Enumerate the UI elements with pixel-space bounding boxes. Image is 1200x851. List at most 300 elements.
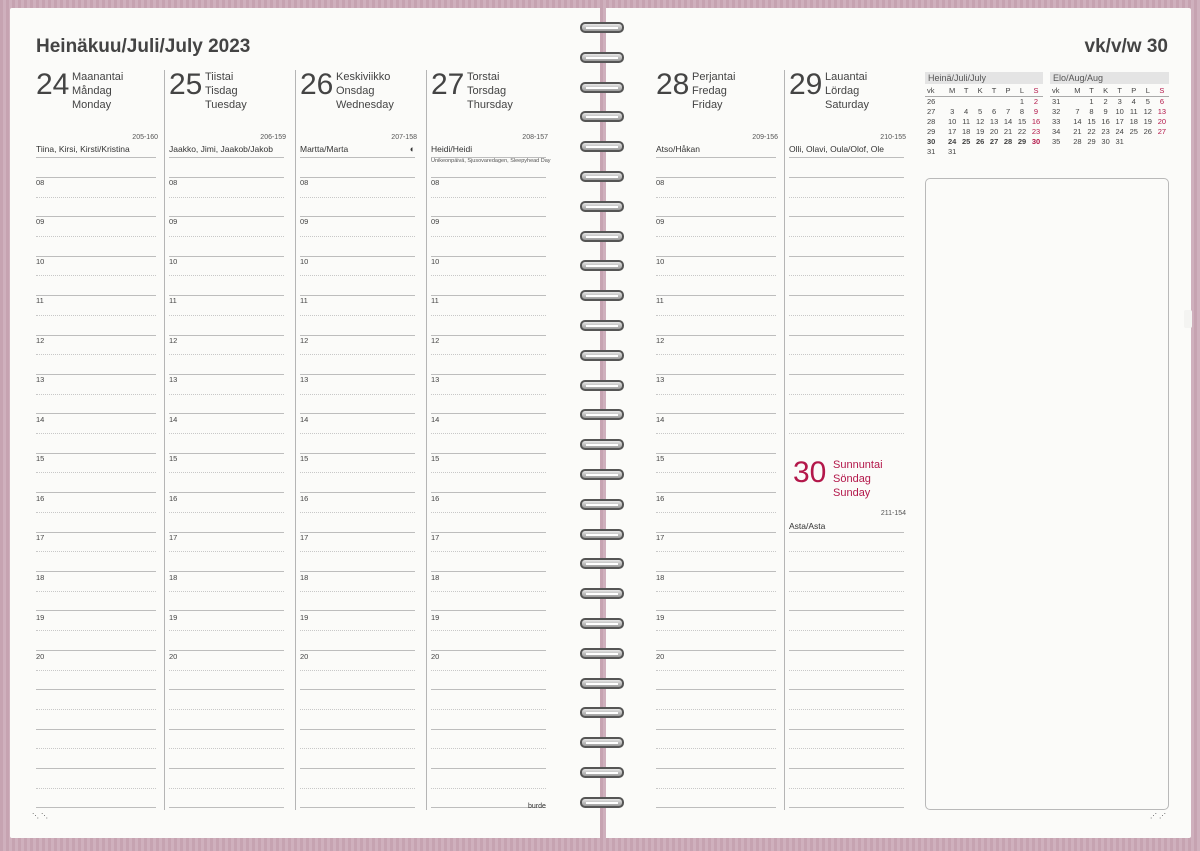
- time-slot-line[interactable]: [431, 433, 546, 434]
- time-slot-line[interactable]: [789, 275, 904, 276]
- ring-wire: [580, 558, 624, 569]
- ring-wire: [580, 797, 624, 808]
- time-slot-line[interactable]: [431, 788, 546, 789]
- mini-calendar-header: M: [945, 86, 959, 97]
- time-slot-line[interactable]: [36, 807, 156, 808]
- time-slot-line[interactable]: [169, 689, 284, 690]
- mini-calendar-next: [1050, 72, 1169, 147]
- time-slot-line[interactable]: [300, 335, 415, 336]
- day-name: Tisdag: [205, 85, 238, 97]
- time-slot-line[interactable]: [169, 610, 284, 611]
- time-slot-line[interactable]: [789, 394, 904, 395]
- hour-label: 18: [431, 573, 440, 582]
- time-slot-line[interactable]: [431, 453, 546, 454]
- time-slot-line[interactable]: [36, 709, 156, 710]
- time-slot-line[interactable]: [36, 216, 156, 217]
- time-slot-line[interactable]: [300, 236, 415, 237]
- time-slot-line[interactable]: [169, 453, 284, 454]
- date-cell: [945, 97, 959, 108]
- time-slot-line[interactable]: [36, 610, 156, 611]
- time-slot-line[interactable]: [36, 394, 156, 395]
- time-slot-line[interactable]: [656, 748, 776, 749]
- date-cell: 11: [962, 117, 971, 126]
- date-cell: 29: [1087, 137, 1096, 146]
- mini-calendar-header: S: [1029, 86, 1043, 97]
- time-slot-line[interactable]: [789, 670, 904, 671]
- spiral-ring: [574, 707, 630, 719]
- time-slot-line[interactable]: [789, 650, 904, 651]
- time-slot-line[interactable]: [431, 315, 546, 316]
- day-name: Maanantai: [72, 71, 124, 83]
- time-slot-line[interactable]: [789, 374, 904, 375]
- namedays: Jaakko, Jimi, Jaakob/Jakob: [169, 144, 273, 154]
- time-slot-line[interactable]: [431, 532, 546, 533]
- hour-label: 09: [169, 217, 178, 226]
- time-slot-line[interactable]: [656, 472, 776, 473]
- time-slot-line[interactable]: [169, 236, 284, 237]
- time-slot-line[interactable]: [656, 354, 776, 355]
- hour-label: 12: [300, 336, 309, 345]
- time-slot-line[interactable]: [169, 197, 284, 198]
- time-slot-line[interactable]: [789, 433, 904, 434]
- time-slot-line[interactable]: [656, 571, 776, 572]
- day-name: Lördag: [825, 85, 860, 97]
- mini-calendar-header: T: [959, 86, 973, 97]
- date-cell: 9: [1103, 107, 1108, 116]
- time-slot-line[interactable]: [431, 768, 546, 769]
- time-slot-line[interactable]: [656, 315, 776, 316]
- time-slot-line[interactable]: [300, 630, 415, 631]
- time-slot-line[interactable]: [656, 630, 776, 631]
- time-slot-line[interactable]: [169, 315, 284, 316]
- time-slot-line[interactable]: [789, 216, 904, 217]
- time-slot-line[interactable]: [431, 650, 546, 651]
- ring-wire: [580, 231, 624, 242]
- day-of-year: 205-160: [132, 134, 158, 141]
- week-number-cell: 29: [927, 127, 936, 136]
- time-slot-line[interactable]: [431, 709, 546, 710]
- date-cell: 24: [1115, 127, 1124, 136]
- time-slot-line[interactable]: [300, 315, 415, 316]
- time-slot-line[interactable]: [36, 768, 156, 769]
- time-slot-line[interactable]: [36, 689, 156, 690]
- time-slot-line[interactable]: [656, 650, 776, 651]
- time-slot-line[interactable]: [300, 177, 415, 178]
- time-slot-line[interactable]: [36, 413, 156, 414]
- hour-label: 16: [300, 494, 309, 503]
- time-slot-line[interactable]: [656, 374, 776, 375]
- time-slot-line[interactable]: [169, 571, 284, 572]
- time-slot-line[interactable]: [789, 335, 904, 336]
- date-cell: 7: [1075, 107, 1080, 116]
- time-slot-line[interactable]: [656, 433, 776, 434]
- notes-area[interactable]: [925, 178, 1169, 810]
- time-slot-line[interactable]: [36, 472, 156, 473]
- time-slot-line[interactable]: [36, 571, 156, 572]
- time-slot-line[interactable]: [300, 453, 415, 454]
- ring-wire: [580, 320, 624, 331]
- time-slot-line[interactable]: [300, 650, 415, 651]
- day-number: 29: [789, 68, 823, 101]
- time-slot-line[interactable]: [656, 236, 776, 237]
- day-names: [692, 70, 735, 112]
- time-slot-line[interactable]: [169, 354, 284, 355]
- time-slot-line[interactable]: [431, 177, 546, 178]
- hour-label: 20: [169, 652, 178, 661]
- hour-label: 17: [36, 533, 45, 542]
- time-slot-line[interactable]: [431, 335, 546, 336]
- hour-label: 10: [656, 257, 665, 266]
- time-slot-line[interactable]: [431, 394, 546, 395]
- time-slot-line[interactable]: [656, 610, 776, 611]
- time-slot-line[interactable]: [789, 295, 904, 296]
- week-number-cell: 28: [927, 117, 936, 126]
- time-slot-line[interactable]: [789, 630, 904, 631]
- time-slot-line[interactable]: [789, 689, 904, 690]
- time-slot-line[interactable]: [300, 197, 415, 198]
- hour-label: 08: [431, 178, 440, 187]
- date-cell: 17: [1115, 117, 1124, 126]
- time-slot-line[interactable]: [169, 650, 284, 651]
- time-slot-line[interactable]: [36, 551, 156, 552]
- time-slot-line[interactable]: [431, 236, 546, 237]
- time-slot-line[interactable]: [656, 532, 776, 533]
- time-slot-line[interactable]: [300, 472, 415, 473]
- time-slot-line[interactable]: [169, 788, 284, 789]
- time-slot-line[interactable]: [656, 768, 776, 769]
- day-name: Torstai: [467, 71, 500, 83]
- date-cell: 4: [964, 107, 969, 116]
- time-slot-line[interactable]: [431, 630, 546, 631]
- time-slot-line[interactable]: [431, 492, 546, 493]
- time-slot-line[interactable]: [169, 433, 284, 434]
- ring-wire: [580, 439, 624, 450]
- mini-calendar-header: P: [1127, 86, 1141, 97]
- time-slot-line[interactable]: [789, 571, 904, 572]
- hour-label: 20: [36, 652, 45, 661]
- date-cell: 4: [1131, 97, 1136, 106]
- ring-wire: [580, 469, 624, 480]
- time-slot-line[interactable]: [656, 788, 776, 789]
- time-slot-line[interactable]: [36, 748, 156, 749]
- namedays: Martta/Marta: [300, 144, 349, 154]
- date-cell: 22: [1017, 127, 1027, 136]
- time-slot-line[interactable]: [656, 335, 776, 336]
- ring-wire: [580, 648, 624, 659]
- time-slot-line[interactable]: [431, 275, 546, 276]
- time-slot-line[interactable]: [656, 394, 776, 395]
- time-slot-line[interactable]: [789, 768, 904, 769]
- time-slot-line[interactable]: [169, 177, 284, 178]
- day-name: Sunnuntai: [833, 459, 883, 471]
- nameday-divider: [36, 157, 156, 158]
- hour-label: 14: [36, 415, 45, 424]
- time-slot-line[interactable]: [431, 472, 546, 473]
- time-slot-line[interactable]: [169, 374, 284, 375]
- date-cell: 26: [975, 137, 985, 146]
- time-slot-line[interactable]: [431, 512, 546, 513]
- time-slot-line[interactable]: [36, 532, 156, 533]
- day-of-year: 210-155: [880, 134, 906, 141]
- mini-calendar-header: S: [1155, 86, 1169, 97]
- time-slot-line[interactable]: [300, 216, 415, 217]
- spiral-ring: [574, 529, 630, 541]
- time-slot-line[interactable]: [656, 729, 776, 730]
- hour-label: 19: [300, 613, 309, 622]
- time-slot-line[interactable]: [431, 413, 546, 414]
- day-name: Wednesday: [336, 99, 394, 111]
- time-slot-line[interactable]: [300, 551, 415, 552]
- corner-perforation-right: ⋰⋰: [1150, 813, 1168, 820]
- time-slot-line[interactable]: [36, 453, 156, 454]
- date-cell: 23: [1101, 127, 1110, 136]
- time-slot-line[interactable]: [300, 433, 415, 434]
- date-cell: 3: [1117, 97, 1122, 106]
- time-slot-line[interactable]: [300, 729, 415, 730]
- time-slot-line[interactable]: [656, 197, 776, 198]
- time-slot-line[interactable]: [656, 807, 776, 808]
- time-slot-line[interactable]: [789, 197, 904, 198]
- time-slot-line[interactable]: [656, 413, 776, 414]
- time-slot-line[interactable]: [36, 275, 156, 276]
- mini-calendar-header: vk: [1050, 86, 1070, 97]
- time-slot-line[interactable]: [431, 197, 546, 198]
- week-number-cell: 27: [927, 107, 936, 116]
- time-slot-line[interactable]: [169, 709, 284, 710]
- time-slot-line[interactable]: [300, 295, 415, 296]
- time-slot-line[interactable]: [169, 295, 284, 296]
- day-name: Söndag: [833, 473, 871, 485]
- time-slot-line[interactable]: [300, 275, 415, 276]
- time-slot-line[interactable]: [169, 748, 284, 749]
- time-slot-line[interactable]: [169, 335, 284, 336]
- time-slot-line[interactable]: [169, 591, 284, 592]
- time-slot-line[interactable]: [431, 216, 546, 217]
- time-slot-line[interactable]: [789, 610, 904, 611]
- time-slot-line[interactable]: [300, 670, 415, 671]
- time-slot-line[interactable]: [656, 591, 776, 592]
- hour-label: 16: [36, 494, 45, 503]
- time-slot-line[interactable]: [789, 315, 904, 316]
- hour-label: 17: [169, 533, 178, 542]
- date-cell: 20: [989, 127, 999, 136]
- time-slot-line[interactable]: [431, 551, 546, 552]
- time-slot-line[interactable]: [300, 571, 415, 572]
- time-slot-line[interactable]: [169, 670, 284, 671]
- ring-wire: [580, 380, 624, 391]
- ring-wire: [580, 618, 624, 629]
- time-slot-line[interactable]: [300, 709, 415, 710]
- time-slot-line[interactable]: [300, 354, 415, 355]
- date-cell: 25: [961, 137, 971, 146]
- spiral-ring: [574, 22, 630, 34]
- spiral-ring: [574, 678, 630, 690]
- time-slot-line[interactable]: [169, 394, 284, 395]
- time-slot-line[interactable]: [169, 768, 284, 769]
- date-cell: 5: [1145, 97, 1150, 106]
- hour-label: 14: [656, 415, 665, 424]
- time-slot-line[interactable]: [656, 709, 776, 710]
- ring-wire: [580, 767, 624, 778]
- time-slot-line[interactable]: [36, 650, 156, 651]
- time-slot-line[interactable]: [789, 748, 904, 749]
- sunday-number: 30: [793, 456, 827, 489]
- time-slot-line[interactable]: [656, 295, 776, 296]
- day-name: Saturday: [825, 99, 870, 111]
- time-slot-line[interactable]: [36, 315, 156, 316]
- day-column-29: [784, 70, 910, 810]
- time-slot-line[interactable]: [656, 689, 776, 690]
- hour-label: 17: [431, 533, 440, 542]
- hour-label: 19: [36, 613, 45, 622]
- time-slot-line[interactable]: [300, 788, 415, 789]
- time-slot-line[interactable]: [656, 216, 776, 217]
- time-slot-line[interactable]: [36, 729, 156, 730]
- time-slot-line[interactable]: [656, 492, 776, 493]
- date-cell: 18: [961, 127, 971, 136]
- time-slot-line[interactable]: [300, 807, 415, 808]
- time-slot-line[interactable]: [300, 492, 415, 493]
- time-slot-line[interactable]: [789, 177, 904, 178]
- time-slot-line[interactable]: [431, 729, 546, 730]
- time-slot-line[interactable]: [656, 551, 776, 552]
- week-number-cell: 26: [927, 97, 936, 106]
- time-slot-line[interactable]: [789, 788, 904, 789]
- day-column-28: [656, 70, 782, 810]
- time-slot-line[interactable]: [36, 197, 156, 198]
- time-slot-line[interactable]: [36, 354, 156, 355]
- day-of-year: 207-158: [391, 134, 417, 141]
- spiral-ring: [574, 350, 630, 362]
- time-slot-line[interactable]: [169, 807, 284, 808]
- time-slot-line[interactable]: [169, 413, 284, 414]
- time-slot-line[interactable]: [656, 670, 776, 671]
- time-slot-line[interactable]: [656, 275, 776, 276]
- time-slot-line[interactable]: [36, 256, 156, 257]
- date-cell: [1141, 137, 1155, 147]
- time-slot-line[interactable]: [300, 413, 415, 414]
- time-slot-line[interactable]: [789, 551, 904, 552]
- ring-wire: [580, 350, 624, 361]
- time-slot-line[interactable]: [789, 413, 904, 414]
- time-slot-line[interactable]: [300, 512, 415, 513]
- time-slot-line[interactable]: [169, 630, 284, 631]
- date-cell: 16: [1101, 117, 1110, 126]
- week-number-cell: 31: [927, 147, 936, 156]
- date-cell: 13: [1157, 107, 1167, 116]
- time-slot-line[interactable]: [789, 256, 904, 257]
- time-slot-line[interactable]: [656, 453, 776, 454]
- time-slot-line[interactable]: [431, 295, 546, 296]
- time-slot-line[interactable]: [36, 335, 156, 336]
- time-slot-line[interactable]: [789, 591, 904, 592]
- time-slot-line[interactable]: [36, 295, 156, 296]
- day-column-24: [36, 70, 162, 810]
- time-slot-line[interactable]: [36, 788, 156, 789]
- time-slot-line[interactable]: [36, 670, 156, 671]
- hour-label: 18: [656, 573, 665, 582]
- time-slot-line[interactable]: [300, 591, 415, 592]
- time-slot-line[interactable]: [789, 729, 904, 730]
- date-cell: 30: [1101, 137, 1110, 146]
- time-slot-line[interactable]: [169, 512, 284, 513]
- time-slot-line[interactable]: [789, 709, 904, 710]
- time-slot-line[interactable]: [169, 216, 284, 217]
- spiral-ring: [574, 111, 630, 123]
- time-slot-line[interactable]: [300, 610, 415, 611]
- date-cell: [973, 147, 987, 157]
- spiral-ring: [574, 82, 630, 94]
- time-slot-line[interactable]: [656, 256, 776, 257]
- date-cell: 14: [1073, 117, 1082, 126]
- time-slot-line[interactable]: [300, 748, 415, 749]
- time-slot-line[interactable]: [169, 275, 284, 276]
- hour-label: 15: [169, 454, 178, 463]
- ring-wire: [580, 529, 624, 540]
- time-slot-line[interactable]: [169, 532, 284, 533]
- time-slot-line[interactable]: [169, 256, 284, 257]
- time-slot-line[interactable]: [431, 748, 546, 749]
- special-day: Unikeonpäivä, Sjusovaredagen, Sleepyhead Day: [431, 158, 551, 164]
- time-slot-line[interactable]: [300, 374, 415, 375]
- time-slot-line[interactable]: [36, 433, 156, 434]
- date-cell: 13: [989, 117, 999, 126]
- hour-label: 13: [656, 375, 665, 384]
- time-slot-line[interactable]: [431, 374, 546, 375]
- time-slot-line[interactable]: [789, 807, 904, 808]
- time-slot-line[interactable]: [431, 610, 546, 611]
- time-slot-line[interactable]: [300, 532, 415, 533]
- time-slot-line[interactable]: [300, 689, 415, 690]
- time-slot-line[interactable]: [36, 177, 156, 178]
- time-slot-line[interactable]: [169, 729, 284, 730]
- time-slot-line[interactable]: [169, 492, 284, 493]
- time-slot-line[interactable]: [36, 492, 156, 493]
- time-slot-line[interactable]: [169, 551, 284, 552]
- day-name: Sunday: [833, 487, 871, 499]
- time-slot-line[interactable]: [169, 472, 284, 473]
- time-slot-line[interactable]: [36, 512, 156, 513]
- date-cell: 27: [989, 137, 999, 146]
- time-slot-line[interactable]: [789, 236, 904, 237]
- time-slot-line[interactable]: [36, 236, 156, 237]
- time-slot-line[interactable]: [36, 630, 156, 631]
- date-cell: 2: [1033, 97, 1039, 106]
- date-cell: 8: [1019, 107, 1025, 116]
- time-slot-line[interactable]: [789, 354, 904, 355]
- time-slot-line[interactable]: [36, 374, 156, 375]
- time-slot-line[interactable]: [431, 591, 546, 592]
- time-slot-line[interactable]: [431, 670, 546, 671]
- time-slot-line[interactable]: [300, 768, 415, 769]
- date-cell: 30: [1031, 137, 1041, 146]
- mini-calendar-header: M: [1070, 86, 1084, 97]
- day-of-year: 209-156: [752, 134, 778, 141]
- time-slot-line[interactable]: [300, 394, 415, 395]
- time-slot-line[interactable]: [656, 512, 776, 513]
- date-cell: 21: [1003, 127, 1013, 136]
- time-slot-line[interactable]: [656, 177, 776, 178]
- time-slot-line[interactable]: [431, 571, 546, 572]
- date-cell: 21: [1073, 127, 1082, 136]
- time-slot-line[interactable]: [431, 256, 546, 257]
- time-slot-line[interactable]: [36, 591, 156, 592]
- hour-label: 20: [431, 652, 440, 661]
- time-slot-line[interactable]: [431, 354, 546, 355]
- time-slot-line[interactable]: [431, 689, 546, 690]
- mini-calendar-header: L: [1141, 86, 1155, 97]
- time-slot-line[interactable]: [300, 256, 415, 257]
